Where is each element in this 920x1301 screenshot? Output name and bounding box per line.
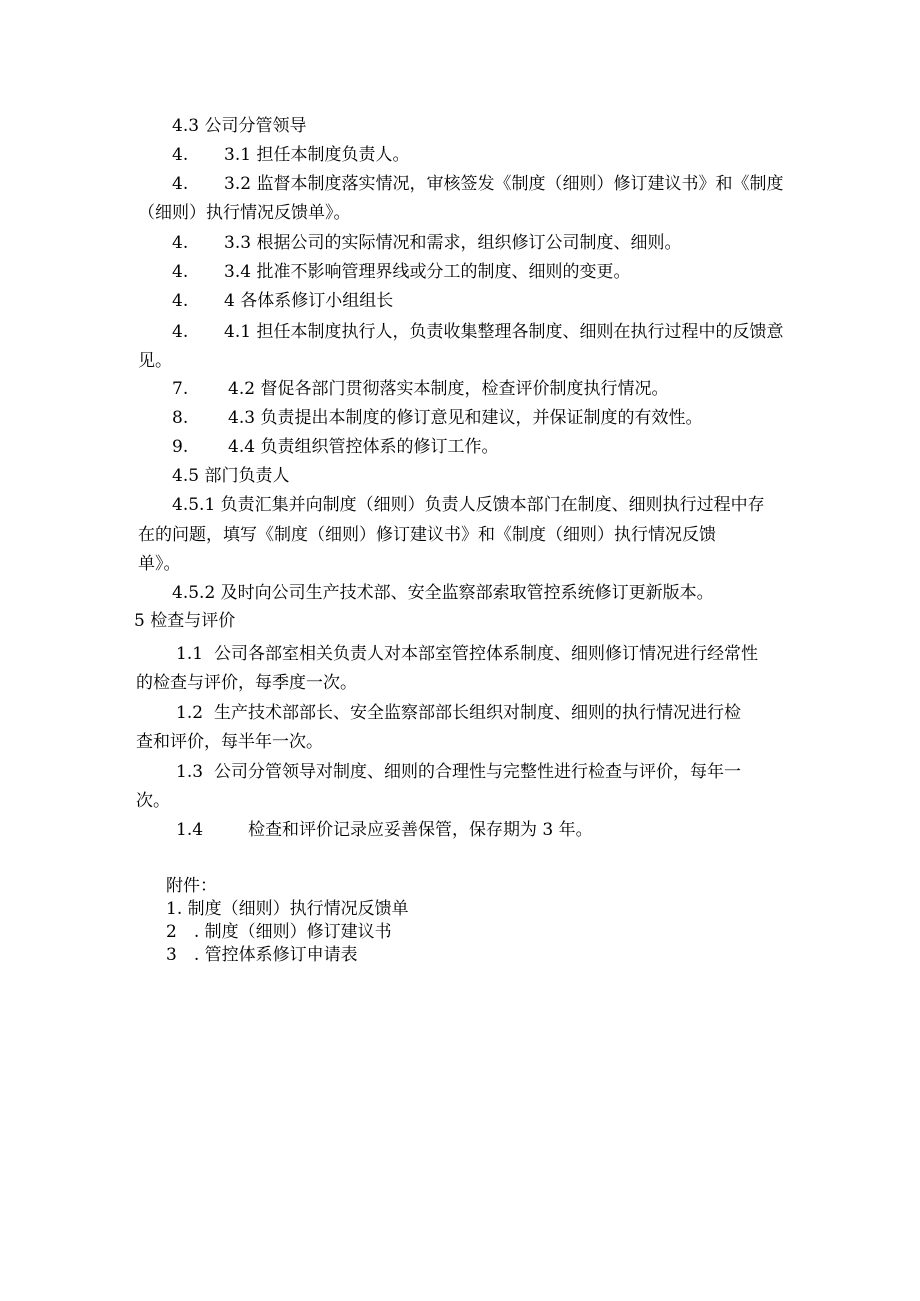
paragraph-4-3-3 [172, 232, 681, 254]
paragraph-4-4-4 [172, 436, 498, 458]
section-heading-5: 5 检查与评价 [134, 611, 236, 631]
section-heading-4-4 [172, 290, 393, 312]
paragraph-text: 4.4 负责组织管控体系的修订工作。 [228, 437, 499, 457]
item-number: 4. [172, 145, 189, 165]
item-number: 4. [172, 262, 189, 282]
attachments-label: 附件： [166, 876, 217, 896]
paragraph-text: 3.2 监督本制度落实情况，审核签发《制度（细则）修订建议书》和《制度 [224, 174, 784, 194]
paragraph-text: 3.1 担任本制度负责人。 [224, 145, 410, 165]
item-number: 4. [172, 174, 189, 194]
item-number: 4. [172, 322, 189, 342]
paragraph-text: 公司分管领导对制度、细则的合理性与完整性进行检查与评价，每年一 [214, 762, 741, 782]
attachment-item: 3 . 管控体系修订申请表 [166, 945, 358, 965]
paragraph-text: 公司各部室相关负责人对本部室管控体系制度、细则修订情况进行经常性 [214, 644, 758, 664]
paragraph-4-5-1-line1: 4.5.1 负责汇集并向制度（细则）负责人反馈本部门在制度、细则执行过程中存 [172, 495, 765, 515]
item-number: 4. [172, 291, 189, 311]
item-number: 1.2 [176, 703, 204, 723]
item-number: 9. [172, 437, 189, 457]
paragraph-5-3-line2: 次。 [136, 791, 170, 811]
paragraph-text: 检查和评价记录应妥善保管，保存期为 3 年。 [248, 820, 593, 840]
paragraph-4-5-2: 4.5.2 及时向公司生产技术部、安全监察部索取管控系统修订更新版本。 [172, 583, 714, 603]
paragraph-5-2-line2: 查和评价，每半年一次。 [136, 732, 323, 752]
paragraph-5-4 [176, 819, 593, 841]
item-number: 4. [172, 233, 189, 253]
paragraph-text: 生产技术部部长、安全监察部部长组织对制度、细则的执行情况进行检 [214, 703, 741, 723]
paragraph-4-5-1-line2: 在的问题，填写《制度（细则）修订建议书》和《制度（细则）执行情况反馈 [138, 525, 716, 545]
section-heading-4-5: 4.5 部门负责人 [172, 466, 290, 486]
item-number: 7. [172, 379, 189, 399]
paragraph-4-4-2 [172, 378, 668, 400]
paragraph-4-3-2-line2: （细则）执行情况反馈单》。 [138, 203, 351, 223]
paragraph-text: 3.3 根据公司的实际情况和需求，组织修订公司制度、细则。 [224, 233, 682, 253]
paragraph-text: 4.1 担任本制度执行人，负责收集整理各制度、细则在执行过程中的反馈意 [224, 322, 784, 342]
paragraph-4-5-1-line3: 单》。 [138, 554, 181, 574]
item-number: 1.4 [176, 820, 204, 840]
paragraph-text: 4.3 负责提出本制度的修订意见和建议，并保证制度的有效性。 [228, 408, 703, 428]
heading-text: 4 各体系修订小组组长 [224, 291, 394, 311]
paragraph-5-3-line1 [176, 761, 741, 783]
paragraph-5-1-line1 [176, 643, 758, 665]
item-number: 1.3 [176, 762, 204, 782]
paragraph-4-4-1-line2: 见。 [138, 351, 172, 371]
paragraph-4-3-1 [172, 144, 409, 166]
paragraph-text: 4.2 督促各部门贯彻落实本制度，检查评价制度执行情况。 [228, 379, 669, 399]
paragraph-4-4-1-line1 [172, 321, 783, 343]
paragraph-text: 3.4 批准不影响管理界线或分工的制度、细则的变更。 [224, 262, 631, 282]
paragraph-4-3-2-line1 [172, 173, 783, 195]
paragraph-4-3-4 [172, 261, 630, 283]
item-number: 8. [172, 408, 189, 428]
paragraph-4-4-3 [172, 407, 702, 429]
attachment-item: 2 . 制度（细则）修订建议书 [166, 922, 392, 942]
attachment-item: 1. 制度（细则）执行情况反馈单 [166, 899, 409, 919]
item-number: 1.1 [176, 644, 204, 664]
paragraph-5-2-line1 [176, 702, 741, 724]
paragraph-5-1-line2: 的检查与评价，每季度一次。 [136, 673, 357, 693]
section-heading-4-3: 4.3 公司分管领导 [172, 116, 307, 136]
